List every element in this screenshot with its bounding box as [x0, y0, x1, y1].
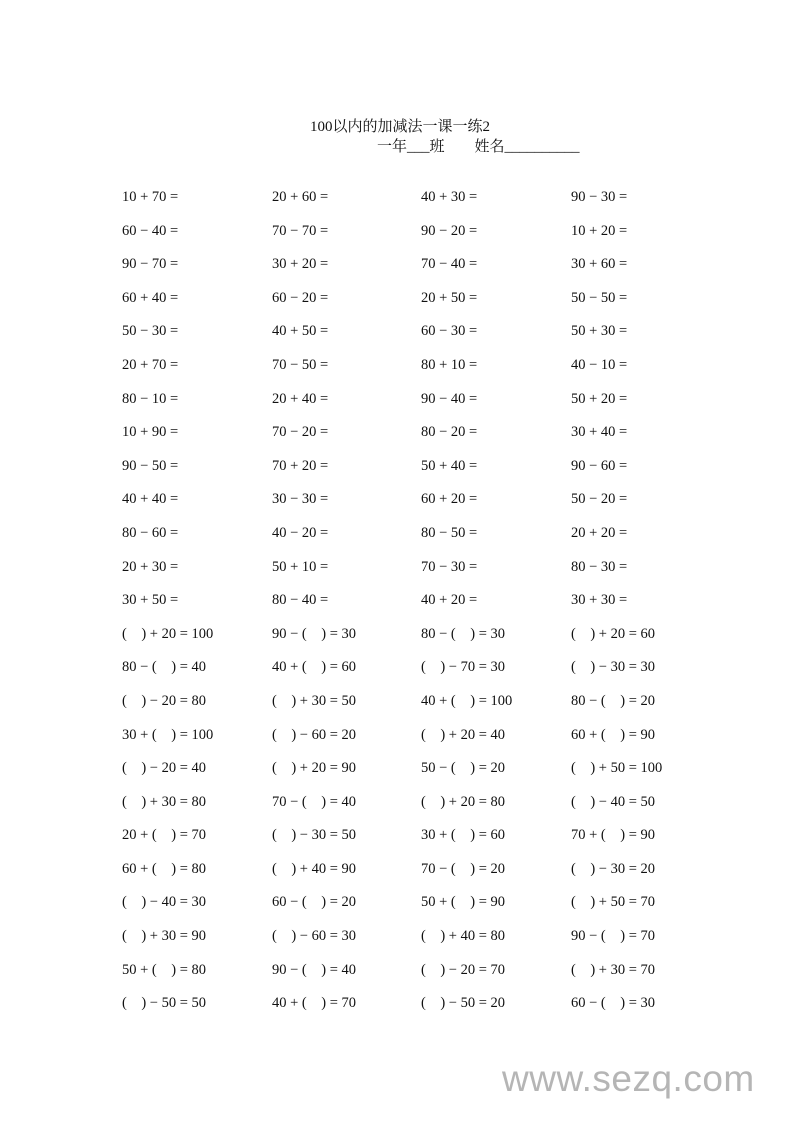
math-problem: 40 − 20 =: [272, 524, 329, 541]
math-problem: 50 − ( ) = 20: [421, 760, 506, 777]
problem-row: [0, 724, 800, 758]
math-problem: 50 + 40 =: [421, 457, 478, 474]
math-problem: 50 − 50 =: [571, 289, 628, 306]
math-problem: 30 + 60 =: [571, 256, 628, 273]
math-problem: ( ) − 50 = 50: [122, 995, 207, 1012]
math-problem: 40 + 50 =: [272, 323, 329, 340]
math-problem: 40 + ( ) = 70: [272, 995, 357, 1012]
math-problem: 40 − 10 =: [571, 356, 628, 373]
math-problem: 50 + 30 =: [571, 323, 628, 340]
problem-row: [0, 253, 800, 287]
math-problem: 50 + 20 =: [571, 390, 628, 407]
math-problem: 40 + ( ) = 60: [272, 659, 357, 676]
math-problem: 60 − 20 =: [272, 289, 329, 306]
math-problem: ( ) + 50 = 70: [571, 894, 656, 911]
math-problem: 60 + 20 =: [421, 491, 478, 508]
problem-row: [0, 556, 800, 590]
math-problem: ( ) + 20 = 100: [122, 625, 214, 642]
math-problem: 50 + ( ) = 90: [421, 894, 506, 911]
math-problem: 90 − ( ) = 40: [272, 961, 357, 978]
math-problem: ( ) − 40 = 50: [571, 793, 656, 810]
math-problem: 60 + ( ) = 90: [571, 726, 656, 743]
problem-row: [0, 455, 800, 489]
math-problem: 40 + ( ) = 100: [421, 692, 513, 709]
math-problem: 80 − ( ) = 30: [421, 625, 506, 642]
math-problem: 70 − 40 =: [421, 256, 478, 273]
math-problem: 70 − ( ) = 20: [421, 860, 506, 877]
problem-row: [0, 824, 800, 858]
math-problem: 20 + 40 =: [272, 390, 329, 407]
math-problem: 90 − 40 =: [421, 390, 478, 407]
math-problem: 50 − 30 =: [122, 323, 179, 340]
watermark: www.sezq.com: [502, 1058, 755, 1099]
math-problem: 50 + ( ) = 80: [122, 961, 207, 978]
math-problem: 80 + 10 =: [421, 356, 478, 373]
math-problem: ( ) + 20 = 40: [421, 726, 506, 743]
math-problem: 90 − ( ) = 30: [272, 625, 357, 642]
math-problem: 30 − 30 =: [272, 491, 329, 508]
math-problem: ( ) − 20 = 40: [122, 760, 207, 777]
problem-row: [0, 522, 800, 556]
math-problem: ( ) + 30 = 90: [122, 928, 207, 945]
math-problem: 50 − 20 =: [571, 491, 628, 508]
problem-row: [0, 623, 800, 657]
math-problem: ( ) − 70 = 30: [421, 659, 506, 676]
math-problem: ( ) − 30 = 20: [571, 860, 656, 877]
math-problem: 40 + 30 =: [421, 189, 478, 205]
math-problem: 70 + 20 =: [272, 457, 329, 474]
math-problem: 80 − ( ) = 20: [571, 692, 656, 709]
math-problem: 20 + ( ) = 70: [122, 827, 207, 844]
problem-row: [0, 320, 800, 354]
math-problem: 20 + 70 =: [122, 356, 179, 373]
math-problem: 30 + ( ) = 60: [421, 827, 506, 844]
math-problem: 60 − 30 =: [421, 323, 478, 340]
math-problem: 90 − 70 =: [122, 256, 179, 273]
problem-row: [0, 925, 800, 959]
math-problem: 30 + 20 =: [272, 256, 329, 273]
math-problem: 30 + 50 =: [122, 592, 179, 609]
math-problem: 60 + 40 =: [122, 289, 179, 306]
math-problem: ( ) + 20 = 80: [421, 793, 506, 810]
math-problem: 90 − 20 =: [421, 222, 478, 239]
worksheet-title: 100以内的加减法一课一练2: [309, 119, 490, 135]
class-name-line: 一年___班 姓名__________: [377, 139, 580, 155]
math-problem: ( ) − 50 = 20: [421, 995, 506, 1012]
math-problem: 10 + 20 =: [571, 222, 628, 239]
math-problem: ( ) − 60 = 30: [272, 928, 357, 945]
problem-row: [0, 186, 800, 220]
math-problem: ( ) + 30 = 70: [571, 961, 656, 978]
math-problem: 80 − 50 =: [421, 524, 478, 541]
problem-row: [0, 791, 800, 825]
math-problem: ( ) + 20 = 60: [571, 625, 656, 642]
math-problem: 90 − 30 =: [571, 189, 628, 205]
math-problem: 70 − 50 =: [272, 356, 329, 373]
math-problem: ( ) − 20 = 70: [421, 961, 506, 978]
math-problem: 30 + 30 =: [571, 592, 628, 609]
math-problem: ( ) + 30 = 50: [272, 692, 357, 709]
math-problem: ( ) − 20 = 80: [122, 692, 207, 709]
math-problem: ( ) − 60 = 20: [272, 726, 357, 743]
math-problem: 20 + 30 =: [122, 558, 179, 575]
problem-row: [0, 354, 800, 388]
math-problem: 80 − 60 =: [122, 524, 179, 541]
math-problem: ( ) + 20 = 90: [272, 760, 357, 777]
problem-row: [0, 656, 800, 690]
math-problem: ( ) − 30 = 50: [272, 827, 357, 844]
math-problem: 60 − ( ) = 20: [272, 894, 357, 911]
problem-row: [0, 992, 800, 1026]
math-problem: 70 − 30 =: [421, 558, 478, 575]
math-problem: 80 − 10 =: [122, 390, 179, 407]
math-problem: 80 − 20 =: [421, 424, 478, 441]
math-problem: 20 + 20 =: [571, 524, 628, 541]
math-problem: 60 + ( ) = 80: [122, 860, 207, 877]
math-problem: 10 + 70 =: [122, 189, 179, 205]
math-problem: 30 + 40 =: [571, 424, 628, 441]
problem-row: [0, 388, 800, 422]
problem-row: [0, 220, 800, 254]
problem-row: [0, 757, 800, 791]
problem-row: [0, 858, 800, 892]
math-problem: 50 + 10 =: [272, 558, 329, 575]
math-problem: ( ) + 50 = 100: [571, 760, 663, 777]
math-problem: 40 + 40 =: [122, 491, 179, 508]
problem-row: [0, 421, 800, 455]
math-problem: ( ) − 40 = 30: [122, 894, 207, 911]
math-problem: 80 − 40 =: [272, 592, 329, 609]
math-problem: 70 − 70 =: [272, 222, 329, 239]
math-problem: 30 + ( ) = 100: [122, 726, 214, 743]
problem-row: [0, 959, 800, 993]
math-problem: 70 − 20 =: [272, 424, 329, 441]
problem-row: [0, 488, 800, 522]
math-problem: 20 + 60 =: [272, 189, 329, 205]
math-problem: 90 − 50 =: [122, 457, 179, 474]
problem-row: [0, 690, 800, 724]
math-problem: ( ) + 40 = 80: [421, 928, 506, 945]
problem-row: [0, 891, 800, 925]
math-problem: ( ) + 40 = 90: [272, 860, 357, 877]
math-problem: 60 − ( ) = 30: [571, 995, 656, 1012]
math-problem: 70 + ( ) = 90: [571, 827, 656, 844]
math-problem: ( ) − 30 = 30: [571, 659, 656, 676]
math-problem: 70 − ( ) = 40: [272, 793, 357, 810]
math-problem: ( ) + 30 = 80: [122, 793, 207, 810]
math-problem: 90 − ( ) = 70: [571, 928, 656, 945]
math-problem: 10 + 90 =: [122, 424, 179, 441]
math-problem: 80 − 30 =: [571, 558, 628, 575]
math-problem: 20 + 50 =: [421, 289, 478, 306]
problem-row: [0, 589, 800, 623]
math-problem: 60 − 40 =: [122, 222, 179, 239]
problem-grid: [0, 186, 800, 1026]
math-problem: 80 − ( ) = 40: [122, 659, 207, 676]
problem-row: [0, 287, 800, 321]
math-problem: 40 + 20 =: [421, 592, 478, 609]
math-problem: 90 − 60 =: [571, 457, 628, 474]
